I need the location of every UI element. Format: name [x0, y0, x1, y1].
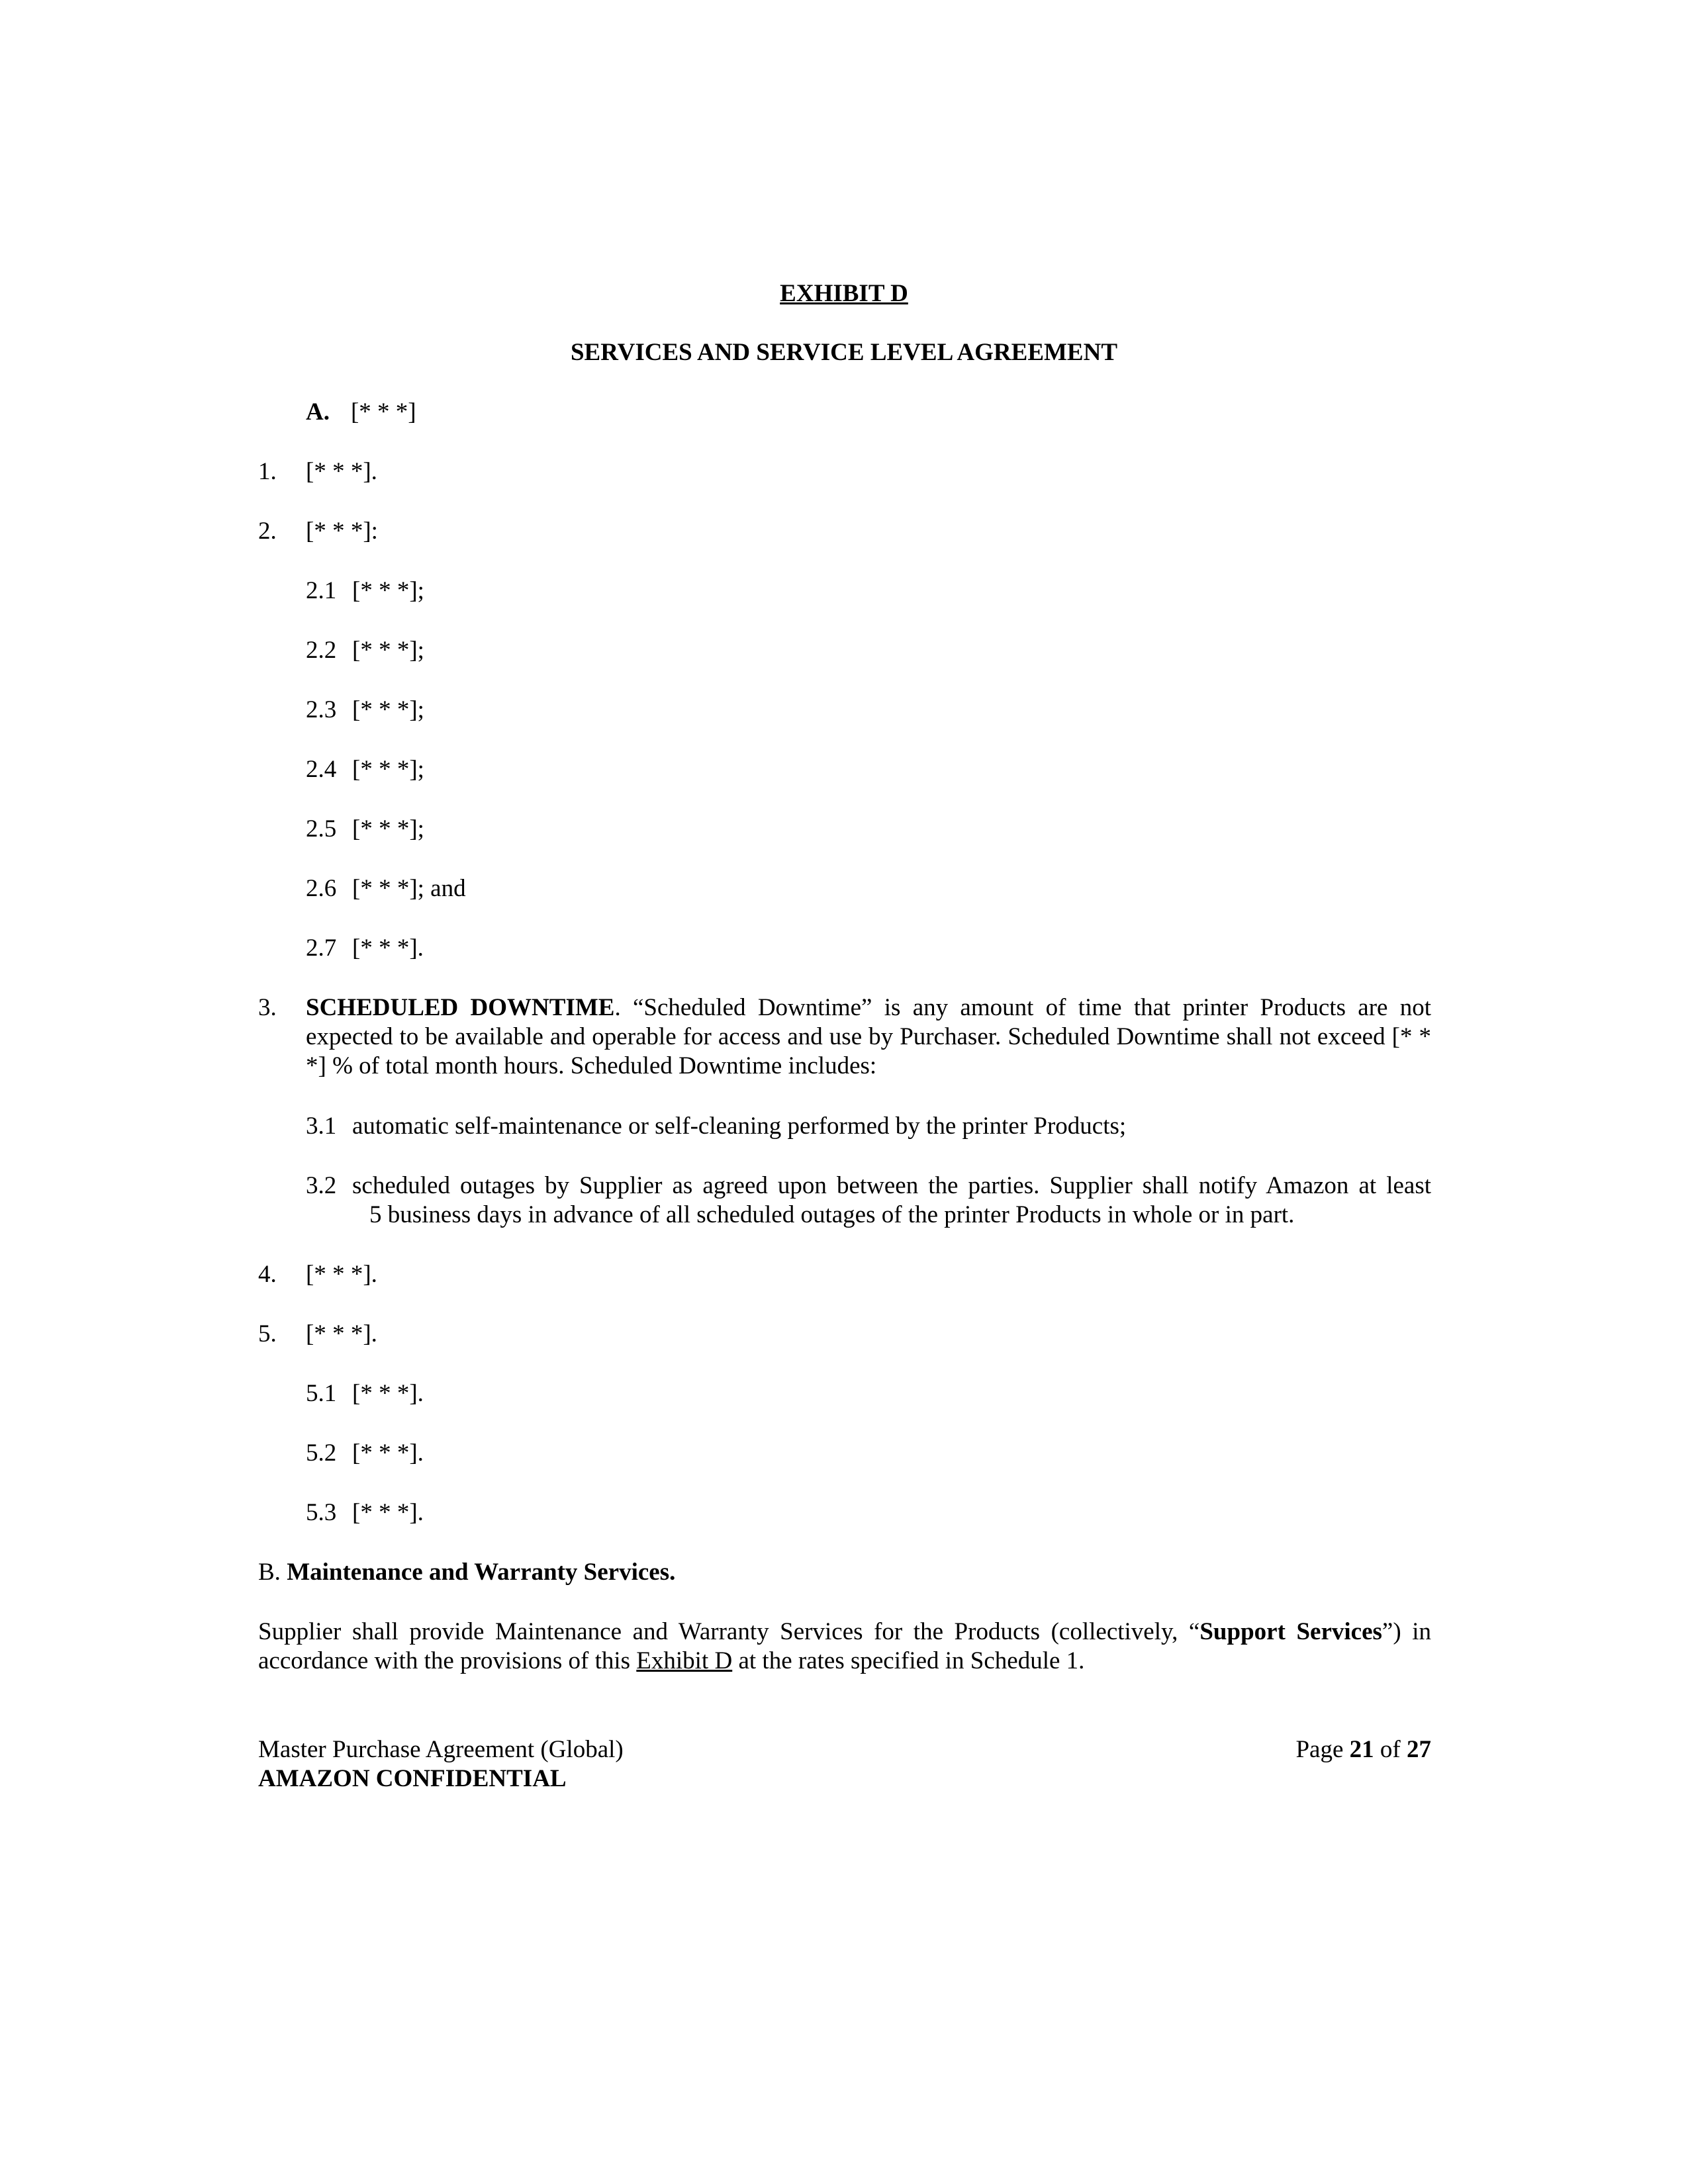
sub-item-text: [* * *];: [352, 696, 424, 723]
sub-item-text-line2: 5 business days in advance of all scheduled outages of the printer Products in whole or in part.: [369, 1201, 1295, 1228]
section-b-heading: [258, 1558, 675, 1587]
sub-item-number: 5.2: [306, 1439, 337, 1467]
section-a-label: A.: [306, 398, 330, 426]
sub-item-text: [* * *];: [352, 756, 424, 783]
support-services-paragraph: [258, 1617, 1431, 1676]
sub-item-number: 2.2: [306, 637, 337, 664]
section-a: [306, 398, 416, 427]
footer-confidential: AMAZON CONFIDENTIAL: [258, 1765, 567, 1792]
section-title: SERVICES AND SERVICE LEVEL AGREEMENT: [570, 339, 1117, 366]
sub-item-text-line1: scheduled outages by Supplier as agreed upon between the parties. Supplier shall notify Amazon at least: [352, 1172, 1431, 1199]
sub-item-number: 3.2: [306, 1172, 337, 1199]
page-word: Page: [1295, 1736, 1344, 1763]
sub-item-number: 2.5: [306, 815, 337, 842]
sub-item-text: [* * *];: [352, 815, 424, 842]
exhibit-d-reference: Exhibit D: [636, 1647, 733, 1674]
sub-item-number: 2.4: [306, 756, 337, 783]
sub-item-number: 2.1: [306, 577, 337, 604]
item-number: 3.: [258, 994, 277, 1021]
item-text: [* * *]:: [306, 518, 378, 545]
sub-item-number: 2.3: [306, 696, 337, 723]
sub-item-text: [* * *].: [352, 1499, 424, 1526]
support-services-text-2: ”) in accordance with the provisions of this: [258, 1618, 1431, 1674]
section-b-title: Maintenance and Warranty Services.: [287, 1559, 676, 1586]
item-number: 2.: [258, 518, 277, 545]
page-total: 27: [1407, 1736, 1431, 1763]
scheduled-downtime-paragraph: [306, 993, 1431, 1081]
section-b-label: B.: [258, 1559, 281, 1586]
sub-item-number: 2.6: [306, 875, 337, 902]
item-text: [* * *].: [306, 458, 377, 485]
sub-item-text: [* * *];: [352, 637, 424, 664]
sub-item-number: 5.1: [306, 1380, 337, 1407]
item-text: [* * *].: [306, 1261, 377, 1288]
sub-item-text: [* * *]; and: [352, 875, 466, 902]
page-number: [1295, 1735, 1431, 1764]
footer-agreement-name: Master Purchase Agreement (Global): [258, 1736, 624, 1763]
exhibit-title: EXHIBIT D: [780, 280, 908, 307]
item-number: 5.: [258, 1320, 277, 1347]
sub-item-text: [* * *].: [352, 1439, 424, 1467]
item-number: 4.: [258, 1261, 277, 1288]
item-number: 1.: [258, 458, 277, 485]
support-services-term: Support Services: [1199, 1618, 1382, 1645]
sub-item-text: [* * *].: [352, 1380, 424, 1407]
scheduled-downtime-body: . “Scheduled Downtime” is any amount of time that printer Products are not expected to be available and operable for access and use by Purchaser. Scheduled Downtime shall not exceed [* * *] % of total month hours. Scheduled Downtime includes:: [306, 994, 1431, 1079]
page-current: 21: [1349, 1736, 1374, 1763]
item-text: [* * *].: [306, 1320, 377, 1347]
section-a-text: [* * *]: [350, 398, 416, 426]
sub-item-text: [* * *].: [352, 934, 424, 962]
support-services-text-3: at the rates specified in Schedule 1.: [732, 1647, 1085, 1674]
sub-item-number: 3.1: [306, 1113, 337, 1140]
sub-item-number: 2.7: [306, 934, 337, 962]
sub-item-text: [* * *];: [352, 577, 424, 604]
page-of: of: [1380, 1736, 1401, 1763]
sub-item-text: automatic self-maintenance or self-cleaning performed by the printer Products;: [352, 1113, 1127, 1140]
scheduled-downtime-heading: SCHEDULED DOWNTIME: [306, 994, 615, 1021]
support-services-text-1: Supplier shall provide Maintenance and Warranty Services for the Products (collectively, “: [258, 1618, 1200, 1645]
sub-item-number: 5.3: [306, 1499, 337, 1526]
